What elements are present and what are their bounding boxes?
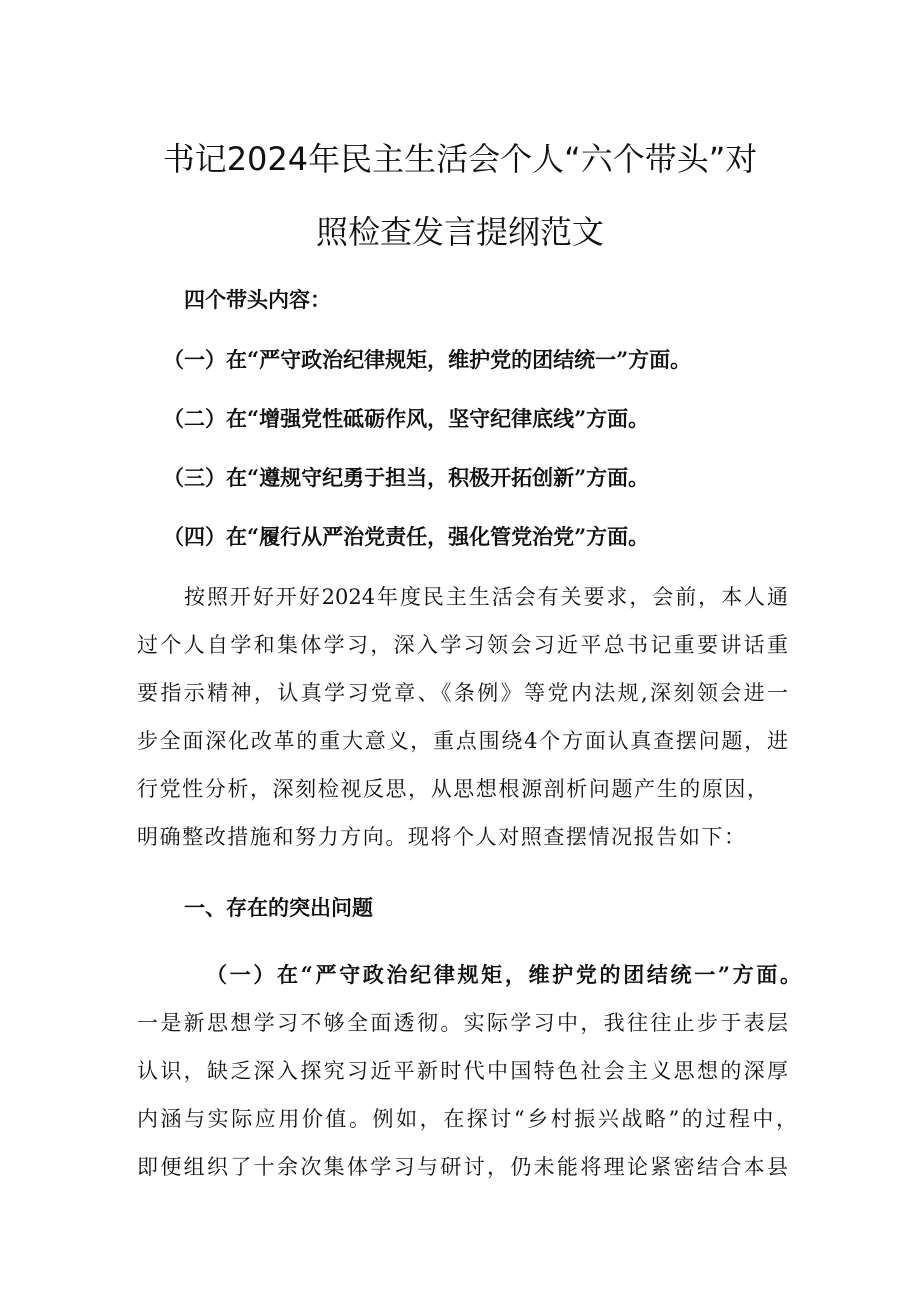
intro-heading: 四个带头内容： [184, 287, 331, 312]
list-item-2: （二）在“增强党性砥砺作风，坚守纪律底线”方面。 [163, 406, 650, 431]
paragraph1-line-1: 按照开好开好2024年度民主生活会有关要求，会前，本人通 [184, 585, 788, 609]
paragraph1-line-5: 行党性分析，深刻检视反思，从思想根源剖析问题产生的原因， [137, 777, 768, 801]
paragraph2-line-3: 内涵与实际应用价值。例如，在探讨“乡村振兴战略”的过程中， [137, 1107, 797, 1131]
paragraph2-line-4: 即便组织了十余次集体学习与研讨，仍未能将理论紧密结合本县 [137, 1155, 788, 1179]
subsection-heading: （一）在“严守政治纪律规矩，维护党的团结统一”方面。 [206, 962, 801, 987]
list-item-4: （四）在“履行从严治党责任，强化管党治党”方面。 [163, 524, 650, 549]
paragraph1-line-6: 明确整改措施和努力方向。现将个人对照查摆情况报告如下： [137, 825, 745, 849]
paragraph2-line-1: 一是新思想学习不够全面透彻。实际学习中，我往往止步于表层 [137, 1011, 788, 1035]
paragraph1-line-2: 过个人自学和集体学习，深入学习领会习近平总书记重要讲话重 [137, 633, 788, 657]
paragraph1-line-4: 步全面深化改革的重大意义，重点围绕4个方面认真查摆问题，进 [137, 729, 788, 753]
document-title-line-2: 照检查发言提纲范文 [315, 213, 604, 251]
list-item-3: （三）在“遵规守纪勇于担当，积极开拓创新”方面。 [163, 465, 650, 490]
section-heading: 一、存在的突出问题 [184, 895, 373, 920]
paragraph1-line-3: 要指示精神，认真学习党章、《条例》等党内法规,深刻领会进一 [137, 681, 788, 705]
paragraph2-line-2: 认识，缺乏深入探究习近平新时代中国特色社会主义思想的深厚 [137, 1059, 788, 1083]
list-item-1: （一）在“严守政治纪律规矩，维护党的团结统一”方面。 [163, 347, 692, 372]
document-title-line-1: 书记2024年民主生活会个人“六个带头”对 [162, 140, 758, 178]
